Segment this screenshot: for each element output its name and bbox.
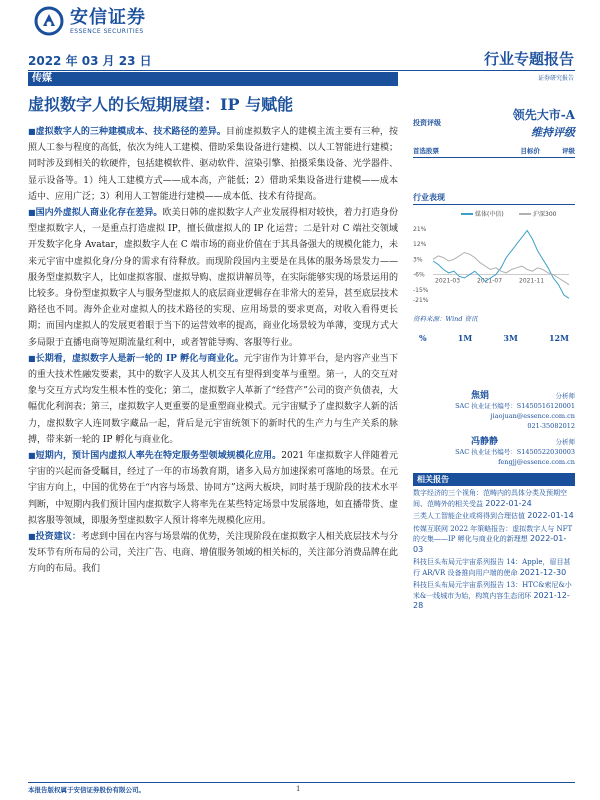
paragraph-head: 虚拟数字人的三种建模成本、技术路径的差异。	[35, 127, 226, 137]
report-title: 虚拟数字人的长短期展望：IP 与赋能	[28, 95, 294, 114]
related-report-item[interactable]	[413, 557, 575, 578]
related-report-item[interactable]	[413, 580, 575, 612]
stock-col: 目标价	[520, 147, 540, 155]
perf-col: 12M	[548, 333, 569, 343]
perf-col: 3M	[503, 333, 518, 343]
paragraph-body: 目前虚拟数字人的建模主流主要有三种，按照人工参与程度的高低，依次为纯人工建模、借助采集设备进行建模、以人工智能进行建模；同时涉及到相关的软硬件，包括建模软件、驱动软件、渲染引擎、拍摄采集设备、光学器件、显示设备等。1）纯人工建模方式——成本高，产能低；2）借助采集设备进行建模——成本适中、应用广泛；3）利用人工智能进行建模——成本低、技术有待提高。	[28, 127, 398, 202]
y-tick-label: 12%	[413, 241, 427, 249]
analyst-email[interactable]: fengjj@essence.com.cn	[498, 458, 575, 466]
y-tick-label: 21%	[413, 225, 427, 233]
performance-table-header	[413, 333, 575, 343]
related-report-text: 传媒互联网 2022 年策略报告：虚拟数字人与 NFT 的交集——IP 孵化与商业化的新理想	[413, 524, 573, 543]
analyst-email[interactable]: jiaojuan@essence.com.cn	[490, 412, 575, 420]
y-tick-label: 3%	[413, 256, 423, 264]
bullet-icon: ■	[28, 532, 36, 542]
x-tick-label: 2021-11	[519, 277, 545, 285]
related-report-text: 三类人工智能企业或将得到合理估值	[413, 512, 525, 520]
footer-divider	[28, 782, 575, 783]
related-report-date: 2021-12-28	[413, 590, 570, 610]
stock-table-header	[413, 146, 575, 158]
x-tick-label: 2021-03	[435, 277, 461, 285]
brand-name-en: ESSENCE SECURITIES	[70, 27, 144, 35]
related-report-text: 科技巨头布局元宇宙系列报告 14：Apple，眉目甚行 AR/VR 设备推向用户端的使命	[413, 558, 571, 577]
paragraph-head: 投资建议：	[35, 532, 81, 543]
bullet-icon: ■	[28, 353, 36, 363]
paragraph-body: 2021 年虚拟数字人伴随着元宇宙的兴起而备受瞩目，经过了一年的市场教育期，诸多入局方加速探索可落地的场景。在元宇宙方向上，中国的优势在于“内容与场景、协同方”这两大板块，同时基于现阶段的技术水平判断，中短期内我们预计国内虚拟数字人将率先在某些特定场景中发展落地，如直播带货、虚拟客服等领域，即服务型虚拟数字人预计将率先规模化应用。	[28, 451, 398, 526]
analyst-name: 焦娟	[471, 391, 490, 401]
bullet-icon: ■	[28, 451, 36, 461]
y-tick-label: -6%	[413, 271, 425, 279]
paragraph	[28, 351, 398, 448]
rating-label: 投资评级	[413, 118, 441, 127]
analyst-row	[413, 391, 575, 401]
paragraph-body: 元宇宙作为计算平台，是内容产业当下的重大技术性融发要素，其中的数字人及其人机交互有望得到变革与重塑。第一，人的交互对象与交互方式均发生根本性的变化；第二，虚拟数字人革新了“经营产”公司的资产负债表，大幅优化利润表；第三，虚拟数字人更重要的是重塑商业模式。元宇宙赋予了虚拟数字人新的活力，虚拟数字人连同数字藏品一起，背后是元宇宙统领下的新时代的生产力与生产关系的脉搏，带来新一轮的 IP 孵化与商业化。	[28, 353, 398, 445]
bullet-icon: ■	[28, 208, 36, 218]
related-report-date: 2022-01-24	[485, 498, 532, 508]
perf-col: 1M	[457, 333, 473, 343]
legend-label: 沪深300	[533, 211, 557, 218]
chart-source: 资料来源：Wind 资讯	[413, 315, 478, 323]
y-tick-label: -21%	[413, 297, 429, 304]
paragraph	[28, 124, 398, 205]
performance-chart	[413, 208, 575, 312]
analyst-block	[413, 391, 575, 467]
related-report-date: 2022-01-03	[413, 534, 567, 554]
related-report-text: 科技巨头布局元宇宙系列报告 13：HTC&索尼&小米&一线城市为始，构筑内容生态闭环	[413, 581, 572, 600]
analyst-phone: 021-35082012	[527, 422, 575, 430]
bullet-icon: ■	[28, 127, 36, 136]
analyst-cert: SAC 执业证书编号：S1450522030003	[455, 448, 575, 456]
sidebar	[413, 100, 575, 614]
sector-label: 传媒	[28, 72, 398, 86]
analyst-cert: SAC 执业证书编号：S1450516120001	[455, 402, 575, 410]
rating-value: 领先大市-A	[512, 108, 575, 122]
related-reports-list	[413, 488, 575, 612]
legend-label: 媒体(中信)	[475, 211, 504, 218]
chart-svg	[413, 208, 575, 308]
related-report-date: 2022-01-14	[527, 511, 574, 520]
report-subtype: 证券研究报告	[537, 75, 574, 82]
page-number: 1	[296, 785, 301, 793]
analyst-name: 冯静静	[471, 437, 499, 447]
related-report-text: 数字经济的三个视角：范畴内的具体分类及预期空间、范畴外的相关受益	[413, 489, 567, 508]
x-tick-label: 2021-07	[477, 277, 503, 285]
paragraph-body: 考虑到中国在内容与场景端的优势，关注现阶段在虚拟数字人相关底层技术与分发环节有所布局的公司，关注广告、电商、增值服务领域的相关标的，关注部分消费品牌在此方向的布局。我们	[28, 532, 398, 575]
related-report-date: 2021-12-30	[519, 567, 567, 577]
rating-block	[413, 106, 575, 140]
analyst-role: 分析师	[555, 438, 575, 446]
related-report-item[interactable]	[413, 488, 575, 509]
related-reports-title: 相关报告	[413, 473, 575, 486]
y-tick-label: -15%	[413, 286, 429, 294]
performance-title: 行业表现	[413, 192, 575, 205]
footer-text: 本报告版权属于安信证券股份有限公司。	[28, 786, 145, 794]
report-date: 2022 年 03 月 23 日	[28, 54, 152, 68]
related-report-item[interactable]	[413, 511, 575, 522]
report-type: 行业专题报告	[483, 50, 574, 68]
header-divider	[28, 70, 575, 71]
rating-maintain: 维持评级	[531, 126, 575, 139]
stock-col: 首选股票	[413, 147, 439, 155]
paragraph-head: 长期看，虚拟数字人是新一轮的 IP 孵化与商业化。	[35, 353, 244, 364]
main-body	[28, 124, 398, 578]
analyst-row	[413, 437, 575, 447]
paragraph	[28, 448, 398, 529]
paragraph	[28, 205, 398, 351]
paragraph-body: 欧美日韩的虚拟数字人产业发展得相对较快，着力打造身份型虚拟数字人，一是重点打造虚拟 IP，擅长做虚拟人的 IP 化运营；二是针对 C 端社交领域开发数字化身 Avatar，虚拟数字人在 C 端市场的商业价值在于其具备强大的规模化能力，未来元宇宙中虚拟化身/分身的需求有待释放。而现阶段国内主要是在具体的服务场景发力——服务型虚拟数字人，比如虚拟客服、虚拟导购、虚拟讲解员等，在实际能够实现的场景运用的比较多。身份型虚拟数字人与服务型虚拟人的底层商业逻辑存在非常大的差异，甚至底层技术路径也不同。海外企业对虚拟人的技术路径的实现、应用场景的要求更高，对收入看得更长期；而国内虚拟人的发展更着眼于当下的运营效率的提高，商业化场景较为单薄，变现方式大多局限于直播电商等短期流量红利中，或者智能导购、客服等行业。	[28, 208, 398, 348]
essence-logo-icon	[34, 6, 64, 36]
paragraph	[28, 529, 398, 578]
paragraph-head: 国内外虚拟人商业化存在差异。	[35, 208, 163, 219]
stock-col: 评级	[562, 147, 575, 155]
paragraph-head: 短期内，预计国内虚拟人率先在特定服务型领域规模化应用。	[35, 451, 282, 462]
series-line	[433, 231, 569, 299]
related-report-item[interactable]	[413, 524, 575, 556]
analyst-role: 分析师	[555, 392, 575, 400]
brand-logo	[34, 6, 146, 36]
perf-col: %	[419, 333, 427, 343]
brand-name-cn: 安信证券	[70, 6, 146, 28]
